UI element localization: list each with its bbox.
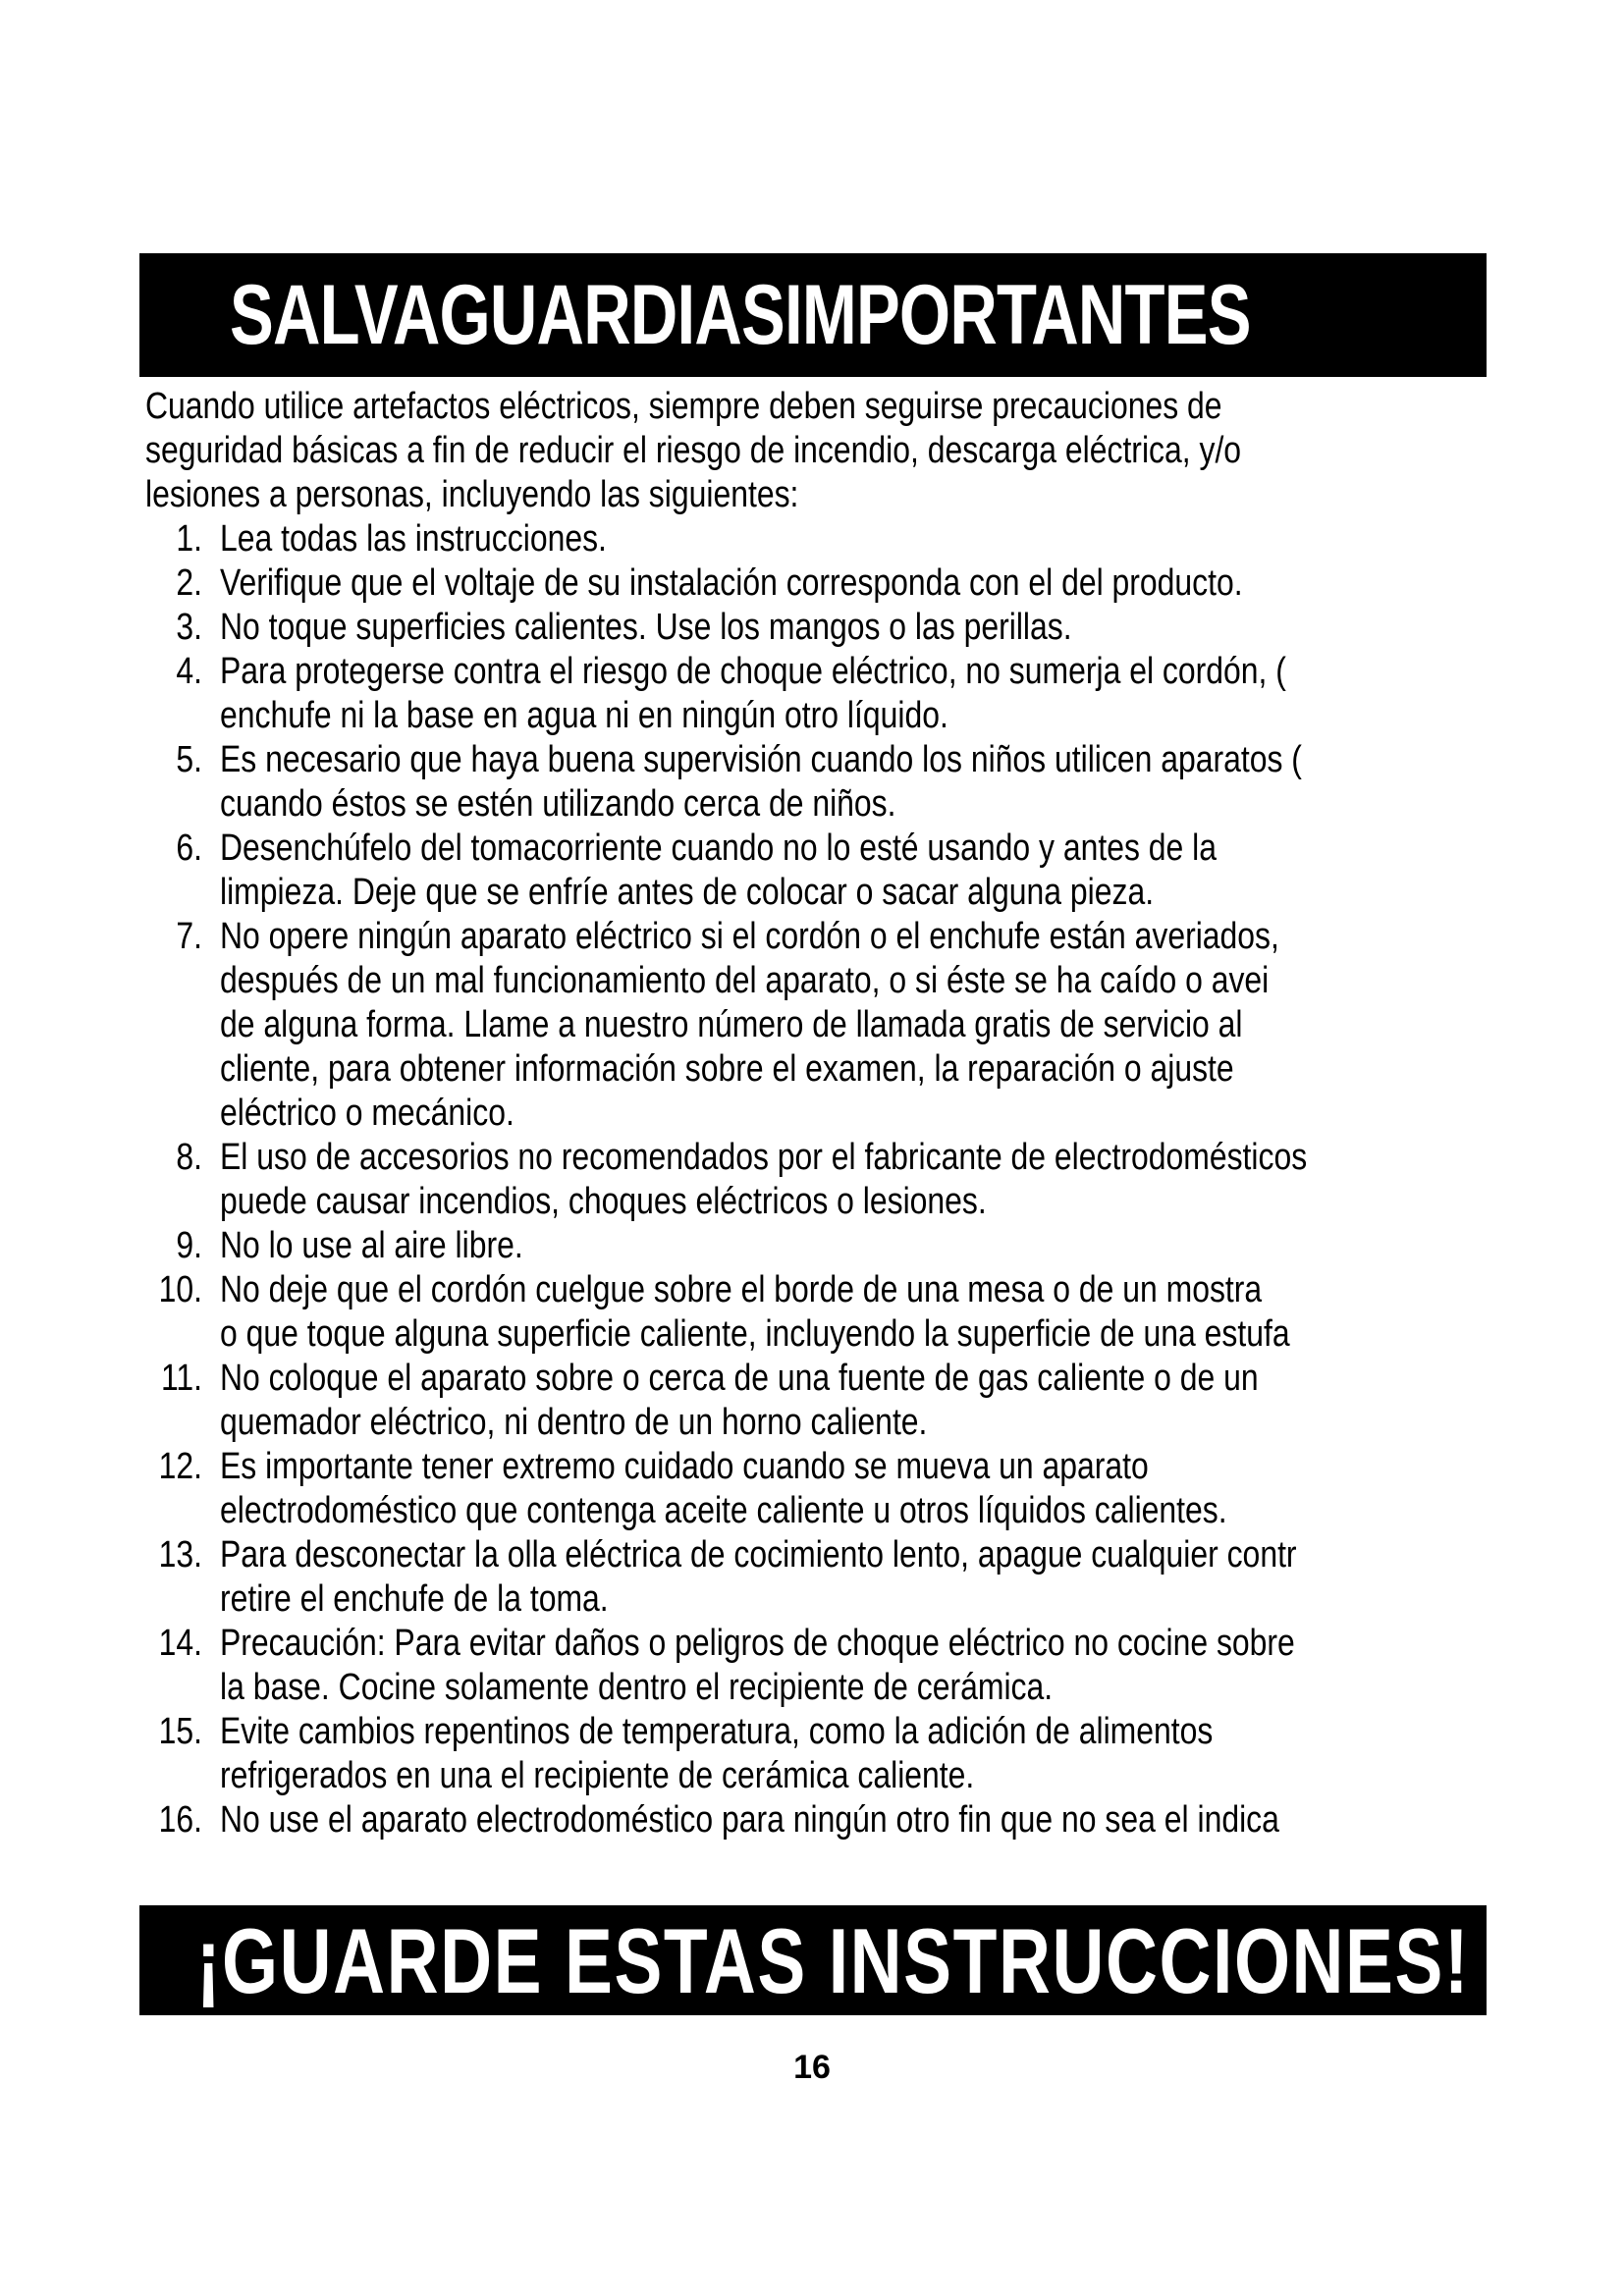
item-line: enchufe ni la base en agua ni en ningún otro líquido. — [220, 695, 948, 736]
item-text — [220, 915, 1589, 1136]
item-line: o que toque alguna superficie caliente, incluyendo la superficie de una estufa — [220, 1313, 1290, 1355]
intro-line: lesiones a personas, incluyendo las siguientes: — [145, 474, 799, 515]
item-number: 4. — [176, 651, 202, 692]
item-line: electrodoméstico que contenga aceite caliente u otros líquidos calientes. — [220, 1490, 1227, 1531]
item-line: cliente, para obtener información sobre el examen, la reparación o ajuste — [220, 1048, 1234, 1090]
item-line: refrigerados en una el recipiente de cerámica caliente. — [220, 1755, 975, 1796]
list-item — [145, 1622, 1589, 1710]
item-line: No opere ningún aparato eléctrico si el cordón o el enchufe están averiados, — [220, 916, 1279, 957]
item-text — [220, 1445, 1589, 1533]
item-text — [220, 738, 1589, 827]
page-title: SALVAGUARDIASIMPORTANTES — [230, 268, 1251, 362]
save-instructions-banner — [139, 1905, 1487, 2015]
list-item — [145, 1268, 1589, 1357]
item-number: 2. — [176, 562, 202, 604]
item-text — [220, 1136, 1589, 1224]
item-line: cuando éstos se estén utilizando cerca de niños. — [220, 783, 896, 825]
safety-list — [145, 517, 1589, 1842]
list-item — [145, 517, 1589, 561]
item-number: 13. — [158, 1534, 202, 1575]
item-line: limpieza. Deje que se enfríe antes de colocar o sacar alguna pieza. — [220, 872, 1155, 913]
save-instructions-text: ¡GUARDE ESTAS INSTRUCCIONES! — [196, 1909, 1470, 2012]
list-item — [145, 915, 1589, 1136]
item-line: Lea todas las instrucciones. — [220, 518, 607, 560]
item-line: eléctrico o mecánico. — [220, 1093, 514, 1134]
item-line: de alguna forma. Llame a nuestro número de llamada gratis de servicio al — [220, 1004, 1243, 1045]
title-banner — [139, 253, 1487, 377]
list-item — [145, 606, 1589, 650]
item-line: Es importante tener extremo cuidado cuando se mueva un aparato — [220, 1446, 1149, 1487]
item-line: Es necesario que haya buena supervisión cuando los niños utilicen aparatos ( — [220, 739, 1302, 780]
list-item — [145, 1798, 1589, 1842]
item-text — [220, 1224, 1589, 1268]
list-item — [145, 1224, 1589, 1268]
list-item — [145, 1710, 1589, 1798]
item-line: Verifique que el voltaje de su instalación corresponda con el del producto. — [220, 562, 1243, 604]
item-number: 1. — [176, 518, 202, 560]
item-text — [220, 1357, 1589, 1445]
item-number: 10. — [158, 1269, 202, 1310]
item-text — [220, 1533, 1589, 1622]
item-line: la base. Cocine solamente dentro el recipiente de cerámica. — [220, 1667, 1054, 1708]
item-number: 9. — [176, 1225, 202, 1266]
item-number: 7. — [176, 916, 202, 957]
item-line: No deje que el cordón cuelgue sobre el borde de una mesa o de un mostra — [220, 1269, 1263, 1310]
item-line: puede causar incendios, choques eléctricos o lesiones. — [220, 1181, 987, 1222]
item-line: No toque superficies calientes. Use los mangos o las perillas. — [220, 607, 1072, 648]
list-item — [145, 1357, 1589, 1445]
page-number: 16 — [793, 2049, 831, 2086]
intro-line: Cuando utilice artefactos eléctricos, siempre deben seguirse precauciones de — [145, 386, 1222, 427]
item-text — [220, 1268, 1589, 1357]
intro-paragraph — [145, 385, 1589, 517]
safety-content — [145, 385, 1589, 1842]
intro-line: seguridad básicas a fin de reducir el riesgo de incendio, descarga eléctrica, y/o — [145, 430, 1242, 471]
item-number: 12. — [158, 1446, 202, 1487]
list-item — [145, 1445, 1589, 1533]
list-item — [145, 1136, 1589, 1224]
item-line: Desenchúfelo del tomacorriente cuando no lo esté usando y antes de la — [220, 828, 1218, 869]
item-number: 15. — [158, 1711, 202, 1752]
item-line: No use el aparato electrodoméstico para ningún otro fin que no sea el indica — [220, 1799, 1279, 1841]
item-number: 3. — [176, 607, 202, 648]
item-line: Precaución: Para evitar daños o peligros de choque eléctrico no cocine sobre — [220, 1623, 1295, 1664]
item-line: retire el enchufe de la toma. — [220, 1578, 609, 1620]
item-number: 16. — [158, 1799, 202, 1841]
item-text — [220, 517, 1589, 561]
item-line: No lo use al aire libre. — [220, 1225, 523, 1266]
item-text — [220, 827, 1589, 915]
list-item — [145, 1533, 1589, 1622]
item-text — [220, 561, 1589, 606]
item-line: Para protegerse contra el riesgo de choque eléctrico, no sumerja el cordón, ( — [220, 651, 1286, 692]
item-text — [220, 1798, 1589, 1842]
item-number: 14. — [158, 1623, 202, 1664]
item-number: 8. — [176, 1137, 202, 1178]
list-item — [145, 738, 1589, 827]
item-text — [220, 1622, 1589, 1710]
item-line: El uso de accesorios no recomendados por el fabricante de electrodomésticos — [220, 1137, 1308, 1178]
list-item — [145, 827, 1589, 915]
item-text — [220, 606, 1589, 650]
list-item — [145, 561, 1589, 606]
list-item — [145, 650, 1589, 738]
item-line: quemador eléctrico, ni dentro de un horno caliente. — [220, 1402, 928, 1443]
item-number: 11. — [160, 1358, 202, 1399]
item-line: Para desconectar la olla eléctrica de cocimiento lento, apague cualquier contr — [220, 1534, 1297, 1575]
item-text — [220, 1710, 1589, 1798]
item-line: No coloque el aparato sobre o cerca de una fuente de gas caliente o de un — [220, 1358, 1259, 1399]
item-text — [220, 650, 1589, 738]
item-line: Evite cambios repentinos de temperatura, como la adición de alimentos — [220, 1711, 1214, 1752]
item-line: después de un mal funcionamiento del aparato, o si éste se ha caído o avei — [220, 960, 1270, 1001]
item-number: 5. — [176, 739, 202, 780]
item-number: 6. — [176, 828, 202, 869]
